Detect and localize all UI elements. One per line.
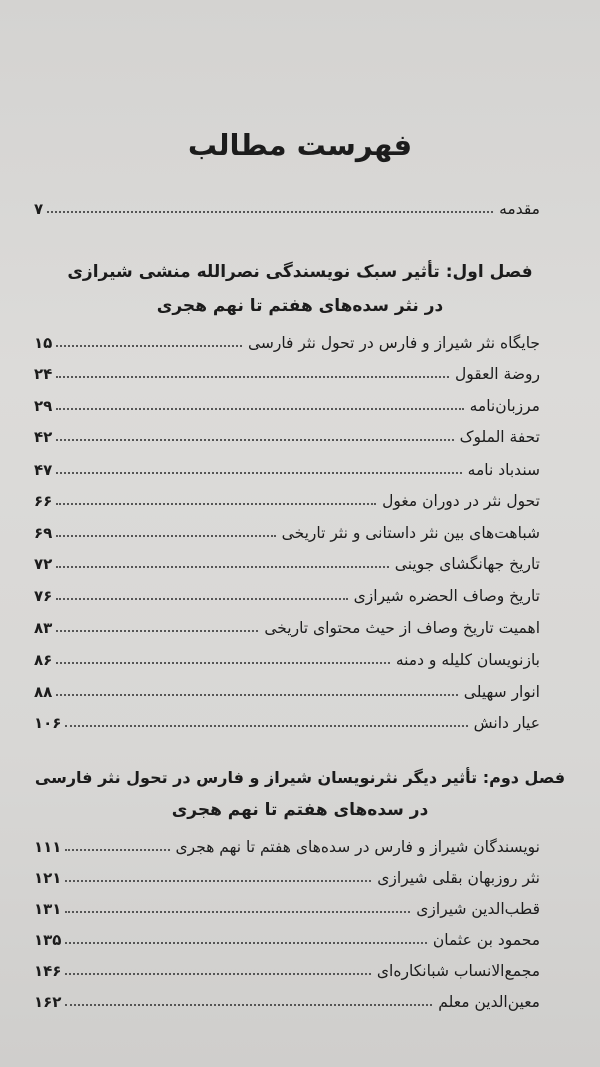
toc-page-number: ۱۴۶ — [34, 962, 62, 980]
dot-leader — [65, 973, 370, 975]
toc-entry-label: قطب‌الدین شیرازی — [416, 900, 540, 918]
dot-leader — [65, 849, 169, 851]
toc-entry — [34, 387, 540, 415]
dot-leader — [56, 439, 453, 441]
toc-entry — [34, 355, 540, 383]
toc-page-number: ۷۶ — [34, 587, 53, 605]
toc-entry-label: تاریخ وصاف الحضره شیرازی — [353, 587, 540, 605]
toc-page-number: ۷۲ — [34, 555, 53, 573]
dot-leader — [56, 566, 388, 568]
dot-leader — [56, 535, 275, 537]
dot-leader — [56, 503, 376, 505]
toc-entry-label: عیار دانش — [473, 714, 540, 732]
dot-leader — [65, 725, 467, 727]
toc-entry-label: معین‌الدین معلم — [438, 993, 540, 1011]
dot-leader — [56, 472, 461, 474]
toc-entry — [34, 704, 540, 732]
toc-entry-label: بازنویسان کلیله و دمنه — [395, 651, 540, 669]
dot-leader — [65, 1004, 432, 1006]
toc-entry-label: مقدمه — [499, 200, 540, 218]
toc-page-number: ۴۲ — [34, 428, 53, 446]
toc-entry — [34, 983, 540, 1011]
toc-entry — [34, 890, 540, 918]
dot-leader — [56, 630, 258, 632]
toc-entry-label: نویسندگان شیراز و فارس در سده‌های هفتم تا نهم هجری — [175, 838, 540, 856]
toc-entry — [34, 577, 540, 605]
toc-entry — [34, 828, 540, 856]
toc-entry-label: روضة العقول — [455, 365, 540, 383]
toc-entry-intro — [34, 190, 540, 218]
toc-page-number: ۲۴ — [34, 365, 53, 383]
toc-page-number: ۸۶ — [34, 651, 53, 669]
toc-page-number: ۱۳۱ — [34, 900, 62, 918]
toc-entry-label: انوار سهیلی — [463, 683, 540, 701]
dot-leader — [56, 662, 390, 664]
toc-page-number: ۱۵ — [34, 334, 53, 352]
toc-page-number: ۷ — [34, 200, 44, 218]
chapter-1-heading-line-2: در نثر سده‌های هفتم تا نهم هجری — [156, 296, 444, 316]
toc-entry-label: محمود بن عثمان — [432, 931, 540, 949]
toc-page-number: ۱۰۶ — [34, 714, 62, 732]
dot-leader — [56, 376, 449, 378]
toc-page-number: ۱۶۲ — [34, 993, 62, 1011]
toc-entry — [34, 451, 540, 479]
toc-entry — [34, 324, 540, 352]
toc-entry-label: تحول نثر در دوران مغول — [382, 492, 540, 510]
toc-entry — [34, 641, 540, 669]
dot-leader — [56, 345, 242, 347]
toc-entry-label: نثر روزبهان بقلی شیرازی — [377, 869, 540, 887]
toc-entry-label: اهمیت تاریخ وصاف از حیث محتوای تاریخی — [264, 619, 540, 637]
toc-entry — [34, 514, 540, 542]
toc-entry-label: سندباد نامه — [467, 461, 540, 479]
toc-entry — [34, 673, 540, 701]
chapter-1-heading-line-1: فصل اول: تأثیر سبک نویسندگی نصرالله منشی شیرازی — [67, 262, 533, 282]
toc-entry — [34, 921, 540, 949]
dot-leader — [65, 880, 371, 882]
toc-entry-label: تحفة الملوک — [459, 428, 540, 446]
toc-page-number: ۱۲۱ — [34, 869, 62, 887]
toc-page-number: ۴۷ — [34, 461, 53, 479]
toc-entry-label: شباهت‌های بین نثر داستانی و نثر تاریخی — [281, 524, 540, 542]
toc-entry — [34, 418, 540, 446]
toc-entry-label: جایگاه نثر شیراز و فارس در تحول نثر فارسی — [247, 334, 540, 352]
dot-leader — [47, 211, 493, 213]
dot-leader — [56, 598, 347, 600]
toc-entry — [34, 952, 540, 980]
dot-leader — [56, 408, 463, 410]
toc-entry-label: تاریخ جهانگشای جوینی — [394, 555, 540, 573]
chapter-2-heading-line-2: در سده‌های هفتم تا نهم هجری — [171, 800, 429, 820]
toc-entry — [34, 609, 540, 637]
toc-entry — [34, 545, 540, 573]
toc-page-number: ۶۶ — [34, 492, 53, 510]
dot-leader — [65, 942, 426, 944]
toc-page-number: ۲۹ — [34, 397, 53, 415]
dot-leader — [56, 694, 457, 696]
toc-page-number: ۸۳ — [34, 619, 53, 637]
toc-entry — [34, 859, 540, 887]
dot-leader — [65, 911, 410, 913]
toc-page-number: ۸۸ — [34, 683, 53, 701]
chapter-2-heading-line-1: فصل دوم: تأثیر دیگر نثرنویسان شیراز و فارس در تحول نثر فارسی — [34, 768, 566, 787]
page-title: فهرست مطالب — [187, 128, 413, 162]
toc-entry-label: مرزبان‌نامه — [469, 397, 540, 415]
toc-entry-label: مجمع‌الانساب شبانکاره‌ای — [376, 962, 540, 980]
toc-page-number: ۱۱۱ — [34, 838, 62, 856]
toc-entry — [34, 482, 540, 510]
toc-page-number: ۶۹ — [34, 524, 53, 542]
toc-page-number: ۱۳۵ — [34, 931, 62, 949]
